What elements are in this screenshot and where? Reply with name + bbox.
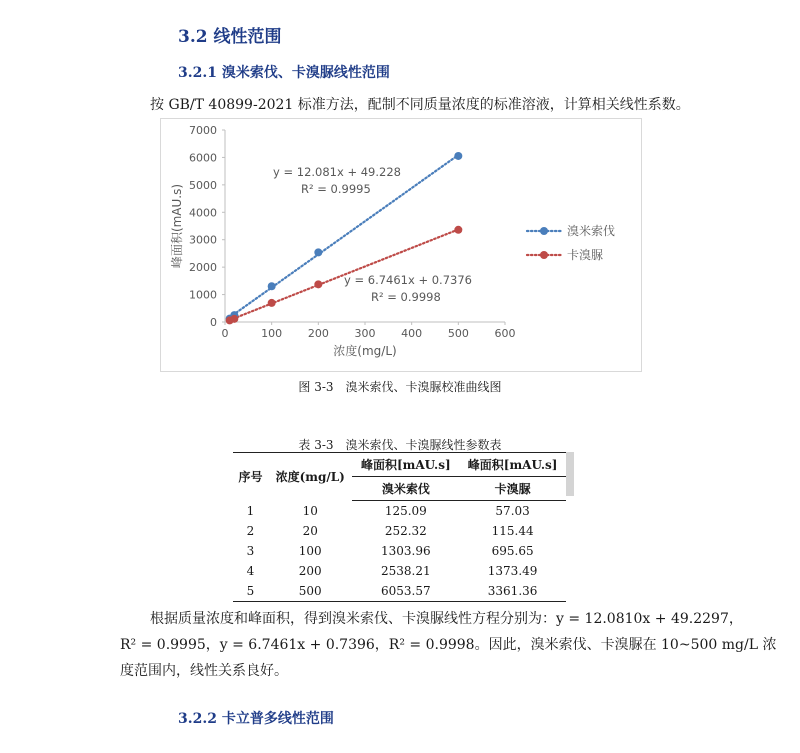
header-peak-area-1: 峰面积[mAU.s] — [352, 453, 459, 477]
header-peak-area-2: 峰面积[mAU.s] — [459, 453, 566, 477]
legend-label: 卡溴脲 — [567, 248, 604, 262]
data-point — [230, 315, 238, 323]
cell-area-2: 57.03 — [495, 504, 530, 518]
legend-marker — [540, 227, 548, 235]
y-tick-label: 4000 — [189, 206, 217, 220]
trendline-r-squared: R² = 0.9998 — [371, 290, 441, 304]
header-compound-2: 卡溴脲 — [459, 477, 566, 501]
conclusion-line: R² = 0.9995，y = 6.7461x + 0.7396，R² = 0.9998。因此，溴米索伐、卡溴脲在 10~500 mg/L 浓 — [120, 637, 777, 653]
cell-area-2: 1373.49 — [487, 564, 538, 578]
data-point — [454, 152, 462, 160]
x-tick-label: 400 — [401, 327, 423, 340]
table-row — [233, 581, 566, 602]
x-tick-label: 200 — [307, 327, 329, 340]
trendline-r-squared: R² = 0.9995 — [301, 182, 371, 196]
cell-area-1: 252.32 — [384, 524, 427, 538]
intro-paragraph: 按 GB/T 40899-2021 标准方法，配制不同质量浓度的标准溶液，计算相关线性系数。 — [150, 97, 690, 113]
legend-label: 溴米索伐 — [567, 224, 616, 238]
linearity-table — [233, 452, 566, 602]
section-heading: 3.2 线性范围 — [178, 27, 282, 47]
legend-marker — [540, 251, 548, 259]
cell-concentration: 10 — [302, 503, 318, 518]
cell-concentration: 500 — [268, 581, 352, 602]
y-tick-label: 2000 — [189, 261, 217, 275]
y-tick-label: 6000 — [189, 151, 217, 165]
cell-index: 1 — [246, 503, 255, 518]
cell-index: 2 — [246, 524, 255, 538]
x-tick-label: 500 — [447, 327, 469, 340]
cell-index: 3 — [246, 544, 255, 558]
cell-area-1: 2538.21 — [381, 564, 431, 578]
header-concentration: 浓度(mg/L) — [268, 453, 352, 501]
data-point — [314, 248, 322, 256]
y-tick-label: 1000 — [189, 288, 217, 302]
conclusion-line: 根据质量浓度和峰面积，得到溴米索伐、卡溴脲线性方程分别为：y = 12.0810x + 49.2297， — [150, 611, 743, 627]
data-point — [454, 226, 462, 234]
subsection-heading: 3.2.1 溴米索伐、卡溴脲线性范围 — [178, 65, 390, 81]
y-axis-title: 峰面积(mAU.s) — [170, 183, 184, 269]
conclusion-paragraph — [120, 606, 777, 684]
data-point — [268, 299, 276, 307]
x-tick-label: 300 — [354, 327, 376, 340]
data-point — [314, 280, 322, 288]
cell-index: 4 — [246, 564, 255, 578]
cell-area-2: 115.44 — [491, 524, 534, 538]
cell-area-1: 1303.96 — [381, 544, 431, 558]
trendline-equation: y = 6.7461x + 0.7376 — [344, 273, 472, 287]
cell-concentration: 200 — [298, 564, 322, 578]
table-header-shade — [566, 452, 574, 496]
trendline-equation: y = 12.081x + 49.228 — [273, 165, 401, 179]
next-subsection-heading: 3.2.2 卡立普多线性范围 — [178, 711, 334, 727]
data-point — [268, 282, 276, 290]
table-row — [233, 561, 566, 581]
x-axis-title: 浓度(mg/L) — [333, 344, 397, 358]
header-index: 序号 — [233, 453, 268, 501]
header-compound-1: 溴米索伐 — [352, 477, 459, 501]
cell-area-2: 3361.36 — [459, 581, 566, 602]
cell-area-1: 6053.57 — [352, 581, 459, 602]
y-tick-label: 3000 — [189, 233, 217, 247]
y-tick-label: 0 — [210, 316, 217, 329]
cell-concentration: 20 — [302, 524, 318, 538]
calibration-chart — [160, 118, 642, 372]
figure-caption: 图 3-3 溴米索伐、卡溴脲校准曲线图 — [298, 380, 502, 394]
x-tick-label: 600 — [494, 327, 516, 340]
cell-index: 5 — [233, 581, 268, 602]
x-tick-label: 100 — [261, 327, 283, 340]
cell-concentration: 100 — [298, 544, 322, 558]
table-row — [233, 541, 566, 561]
table-caption: 表 3-3 溴米索伐、卡溴脲线性参数表 — [298, 438, 502, 452]
conclusion-line: 度范围内，线性关系良好。 — [120, 663, 288, 679]
x-tick-label: 0 — [221, 327, 229, 340]
table-row — [233, 521, 566, 541]
table-row — [233, 501, 566, 522]
cell-area-1: 125.09 — [384, 504, 427, 518]
y-tick-label: 5000 — [189, 178, 217, 192]
calibration-chart-svg — [161, 119, 641, 371]
cell-area-2: 695.65 — [491, 544, 534, 558]
y-tick-label: 7000 — [189, 124, 217, 137]
